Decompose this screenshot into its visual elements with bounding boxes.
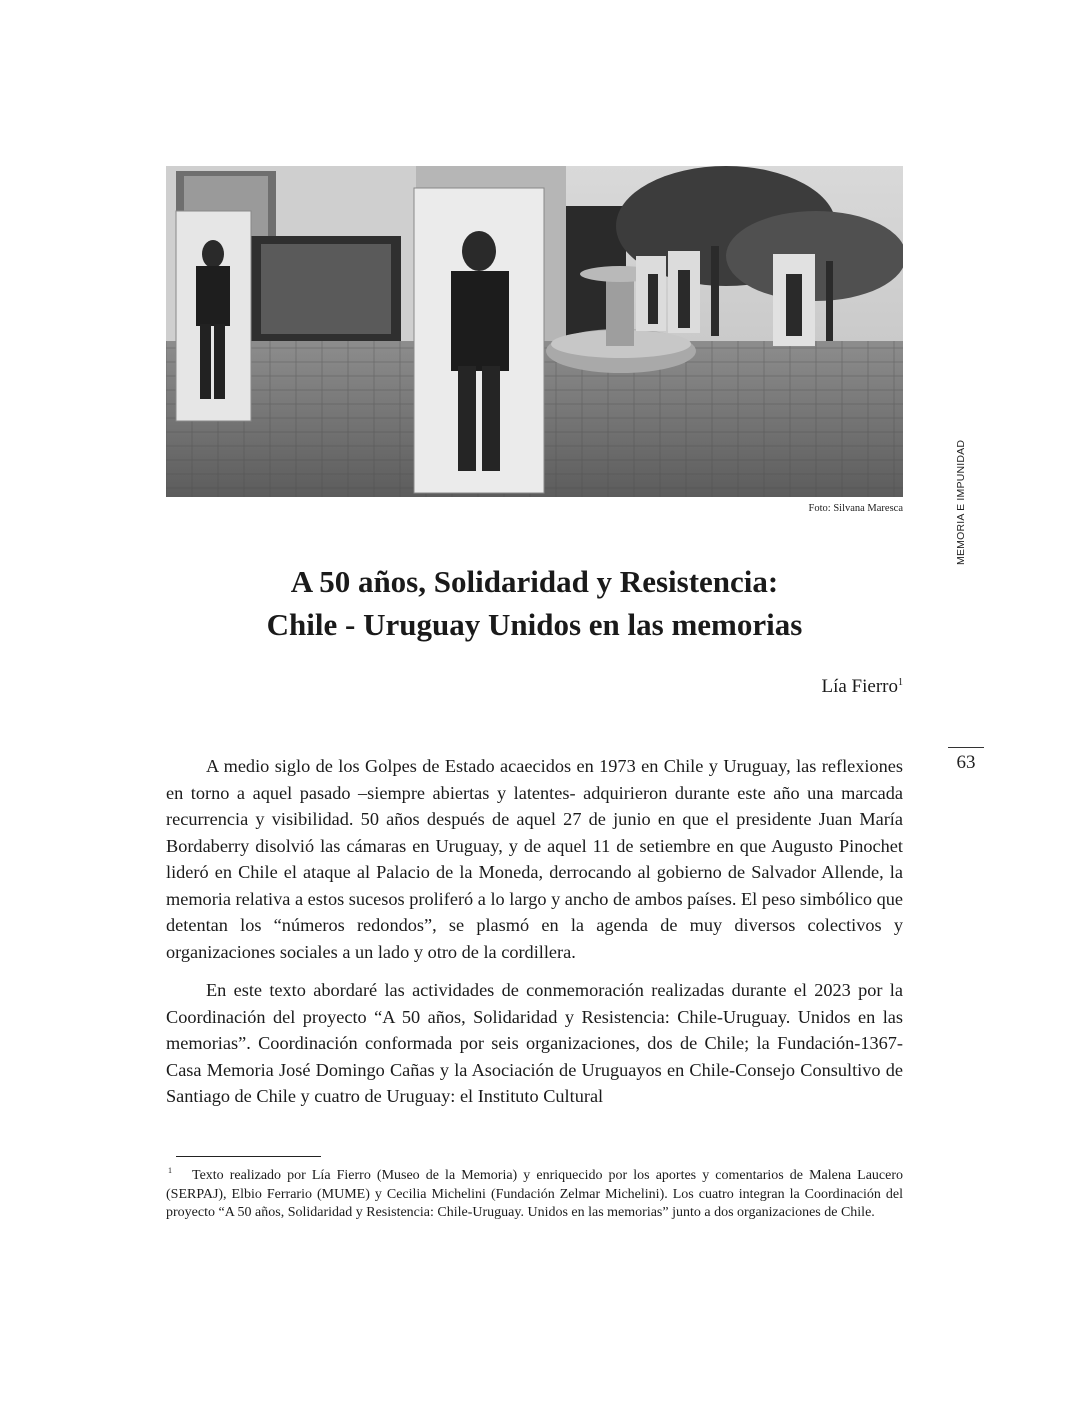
title-line-1: A 50 años, Solidaridad y Resistencia: (290, 564, 779, 599)
page-number-rule (948, 747, 984, 748)
running-header (955, 420, 969, 565)
author-footnote-ref[interactable]: 1 (898, 677, 903, 688)
article-body (166, 753, 903, 1122)
photo-exhibition-image (166, 166, 903, 497)
title-line-2: Chile - Uruguay Unidos en las memorias (266, 607, 803, 642)
paragraph-2: En este texto abordaré las actividades de conmemoración realizadas durante el 2023 por la Coordinación del proyecto “A 50 años, Solidaridad y Resistencia: Chile-Uruguay. Unidos en las memorias”. Coordinación conformada por seis organizaciones, dos de Chile; la Fundación-1367-Casa Memoria José Domingo Cañas y la Asociación de Uruguayos en Chile-Consejo Consultivo de Santiago de Chile y cuatro de Uruguay: el Instituto Cultural (166, 980, 903, 1106)
running-header-text: MEMORIA E IMPUNIDAD (955, 439, 967, 565)
footnote-mark: 1 (168, 1166, 172, 1175)
author-name: Lía Fierro (821, 676, 898, 697)
footnote-separator (176, 1156, 321, 1157)
exhibition-photo (166, 166, 903, 497)
page-number: 63 (956, 752, 976, 773)
footnote (166, 1162, 903, 1223)
footnote-text: Texto realizado por Lía Fierro (Museo de la Memoria) y enriquecido por los aportes y comentarios de Malena Laucero (SERPAJ), Elbio Ferrario (MUME) y Cecilia Michelini (Fundación Zelmar Michelini). Los cuatro integran la Coordinación del proyecto “A 50 años, Solidaridad y Resistencia: Chile-Uruguay. Unidos en las memorias” junto a dos organizaciones de Chile. (166, 1168, 903, 1220)
photo-credit: Foto: Silvana Maresca (808, 503, 903, 514)
paragraph-1: A medio siglo de los Golpes de Estado acaecidos en 1973 en Chile y Uruguay, las reflexiones en torno a aquel pasado –siempre abiertas y latentes- adquirieron durante este año una marcada recurrencia y visibilidad. 50 años después de aquel 27 de junio en que el presidente Juan María Bordaberry disolvió las cámaras en Uruguay, y de aquel 11 de setiembre en que Augusto Pinochet lideró en Chile el ataque al Palacio de la Moneda, derrocando al gobierno de Salvador Allende, la memoria relativa a estos sucesos proliferó a lo largo y ancho de ambos países. El peso simbólico que detentan los “números redondos”, se plasmó en la agenda de muy diversos colectivos y organizaciones sociales a un lado y otro de la cordillera. (166, 756, 903, 962)
article-title (166, 560, 903, 646)
author-byline (600, 676, 903, 698)
